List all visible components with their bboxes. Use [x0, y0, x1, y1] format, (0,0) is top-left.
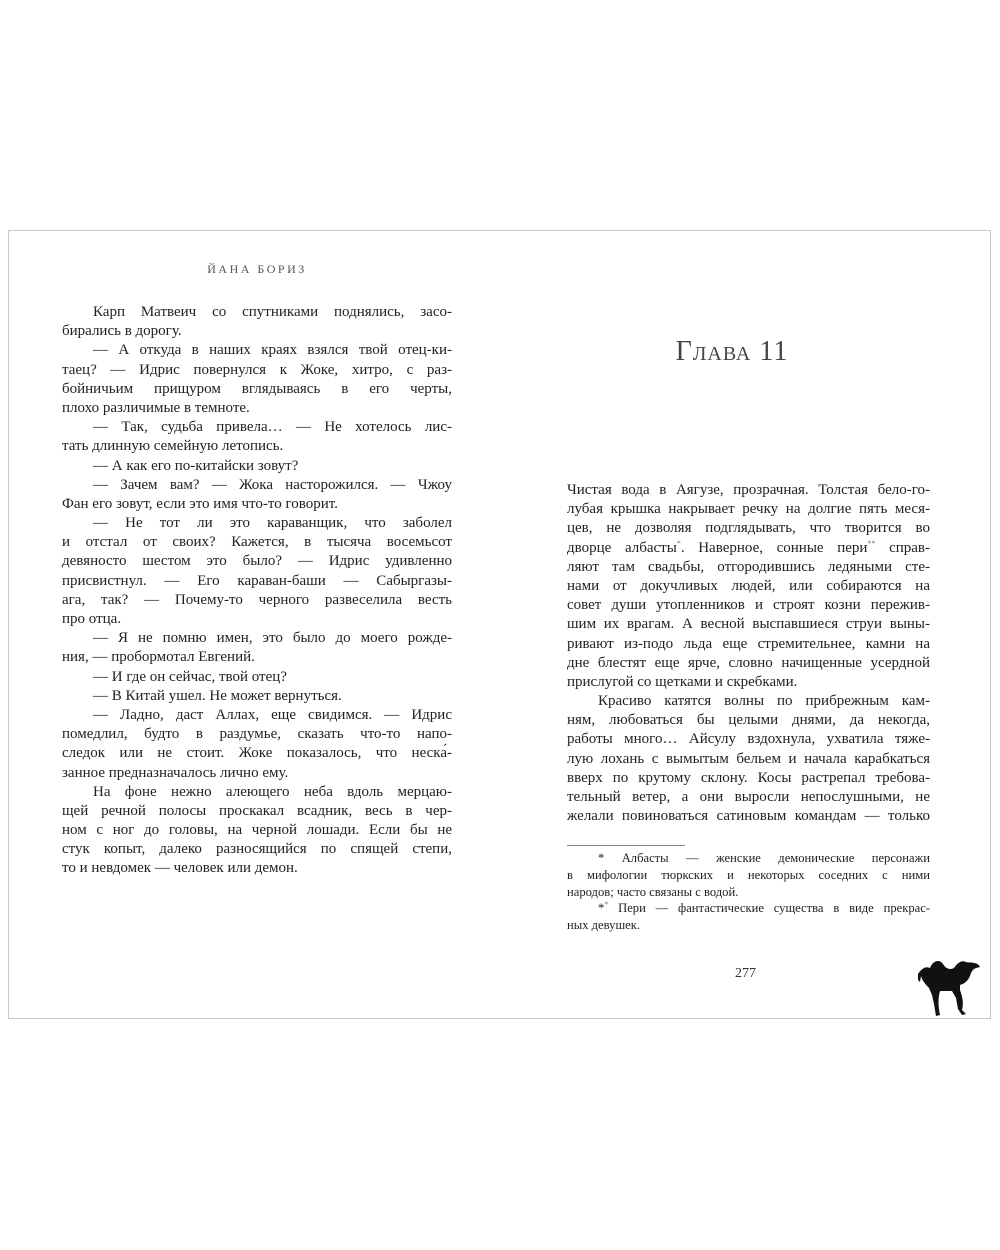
- text-line: в мифологии тюркских и некоторых соседних с ними: [567, 867, 930, 882]
- footnotes: [567, 850, 930, 934]
- text-line: занное предназначалось лично ему.: [62, 764, 289, 781]
- text-line: следок или не стоит. Жоке показалось, что неска́-: [62, 745, 452, 762]
- text-line: * Албасты — женские демонические персонажи: [598, 851, 930, 865]
- text-line: тать длинную семейную летопись.: [62, 438, 284, 455]
- text-line: народов; часто связаны с водой.: [567, 884, 739, 899]
- text-line: ляют там свадьбы, отгородившись ледяными сте-: [567, 558, 930, 575]
- text-line: то и невдомек — человек или демон.: [62, 860, 298, 877]
- text-line: совет души утопленников и строят козни пережив-: [567, 597, 930, 614]
- text-line: — И где он сейчас, твой отец?: [93, 668, 287, 685]
- camel-icon: [916, 958, 982, 1018]
- text-line: — В Китай ушел. Не может вернуться.: [93, 687, 342, 704]
- text-line: Карп Матвеич со спутниками поднялись, засо-: [93, 304, 452, 320]
- text-line: желали повиноваться сатиновым командам — только: [567, 808, 930, 825]
- text-line: ном с ног до головы, на черной лошади. Если бы не: [62, 822, 452, 839]
- text-line: щей речной полосы проскакал всадник, весь в чер-: [62, 802, 452, 819]
- text-line: тельный ветер, а они выросли непослушными, не: [567, 789, 930, 805]
- text-line: ** Пери — фантастические существа в виде прекрас-: [598, 900, 930, 916]
- text-line: шим их врагам. А весной выспавшиеся струи выны-: [567, 616, 930, 633]
- text-line: — Я не помню имен, это было до моего рожде-: [93, 630, 452, 647]
- text-line: присвистнул. — Его караван-баши — Сабыргазы-: [62, 572, 452, 589]
- page-number: 277: [735, 966, 756, 981]
- text-line: Красиво катятся волны по прибрежным кам-: [598, 693, 930, 710]
- text-line: ням, любоваться бы целыми днями, да некогда,: [567, 712, 930, 729]
- text-line: вверх по крутому склону. Косы растрепал требова-: [567, 769, 930, 786]
- text-line: девяносто шестом это было? — Идрис удивленно: [62, 553, 452, 570]
- chapter-title: Глава 11: [675, 336, 789, 367]
- left-page-body: [62, 303, 452, 879]
- text-line: про отца.: [62, 611, 122, 627]
- text-line: Чистая вода в Аягузе, прозрачная. Толстая бело-го-: [567, 482, 930, 498]
- text-line: ага, так? — Почему-то черного развеселила весть: [62, 591, 452, 608]
- text-line: бойничьим прищуром вглядываясь в его черты,: [62, 380, 452, 397]
- text-line: нами от докучливых людей, или собираются на: [567, 577, 930, 594]
- text-line: прислугой со щетками и скребками.: [567, 673, 798, 690]
- text-line: На фоне нежно алеющего неба вдоль мерцаю-: [93, 783, 452, 800]
- text-line: — Так, судьба привела… — Не хотелось лис-: [93, 419, 452, 436]
- text-line: лубая крышка накрывает речку на долгие пять меся-: [567, 501, 930, 518]
- text-line: стук копыт, далеко разносящийся по спящей степи,: [62, 841, 452, 858]
- text-line: ривают из-подо льда еще стремительнее, камни на: [567, 635, 930, 652]
- text-line: бирались в дорогу.: [62, 323, 182, 340]
- text-line: плохо различимые в темноте.: [62, 399, 250, 416]
- text-line: — Зачем вам? — Жока насторожился. — Чжоу: [93, 476, 452, 493]
- text-line: помедлил, будто в раздумье, сказать что-то напо-: [62, 726, 452, 743]
- text-line: цев, не дозволяя подглядывать, что творится во: [567, 520, 930, 537]
- text-line: лую лохань с вымытым бельем и начала карабкаться: [567, 750, 930, 767]
- text-line: таец? — Идрис повернулся к Жоке, хитро, с раз-: [62, 361, 452, 378]
- text-line: — Ладно, даст Аллах, еще свидимся. — Идрис: [93, 706, 452, 723]
- text-line: работы много… Айсулу вздохнула, ухватила тяже-: [567, 731, 930, 748]
- text-line: ния, — пробормотал Евгений.: [62, 649, 255, 666]
- text-line: — Не тот ли это караванщик, что заболел: [93, 515, 452, 532]
- text-line: — А как его по-китайски зовут?: [93, 457, 299, 474]
- running-head: ЙАНА БОРИЗ: [207, 262, 307, 276]
- text-line: ных девушек.: [567, 918, 641, 933]
- text-line: дворце албасты*. Наверное, сонные пери** справ-: [567, 538, 931, 556]
- text-line: Фан его зовут, если это имя что-то говорит.: [62, 495, 338, 512]
- text-line: дне блестят еще ярче, словно начищенные усердной: [567, 654, 930, 671]
- right-page-body: [567, 481, 930, 826]
- footnote-rule: [567, 845, 685, 846]
- text-line: и отстал от своих? Кажется, в тысяча восемьсот: [62, 534, 452, 551]
- text-line: — А откуда в наших краях взялся твой отец-ки-: [93, 342, 452, 359]
